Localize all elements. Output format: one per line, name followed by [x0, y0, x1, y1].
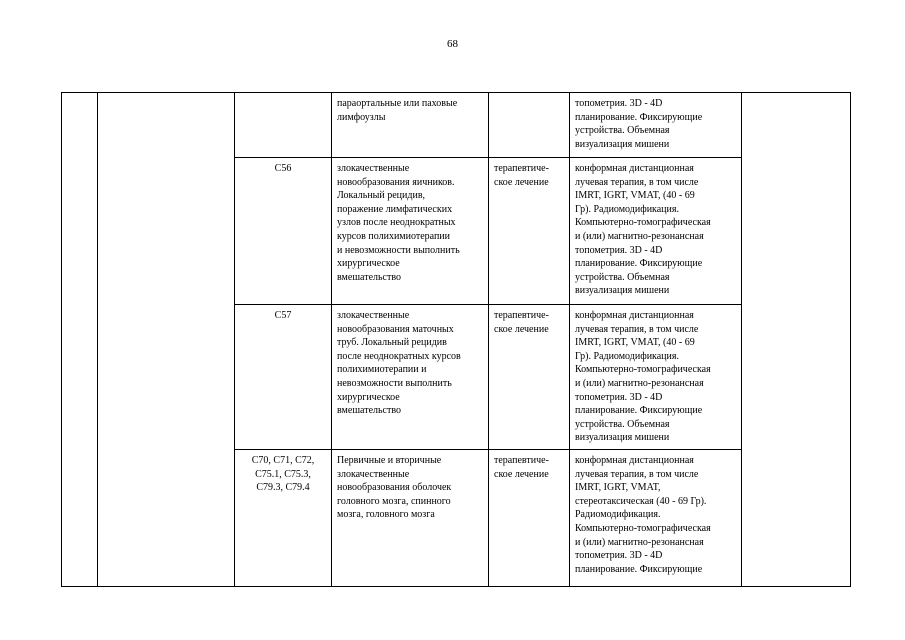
method-cell: топометрия. 3D - 4D планирование. Фиксирующие устройства. Объемная визуализация мишени [570, 93, 742, 158]
medical-care-table [61, 92, 851, 587]
icd-code-cell: C70, C71, C72, C75.1, C75.3, C79.3, C79.4 [235, 450, 332, 587]
table-row [62, 93, 851, 158]
cost-column-cell [742, 93, 851, 587]
diagnosis-cell: параортальные или паховые лимфоузлы [332, 93, 489, 158]
number-column-cell [62, 93, 98, 587]
method-cell: конформная дистанционная лучевая терапия, в том числе IMRT, IGRT, VMAT, стереотаксическая (40 - 69 Гр). Радиомодификация. Компьютерно-томографическая и (или) магнитно-резонансная топометрия. 3D - 4D планирование. Фиксирующие [570, 450, 742, 587]
treatment-type-cell: терапевтиче- ское лечение [489, 450, 570, 587]
diagnosis-cell: злокачественные новообразования яичников. Локальный рецидив, поражение лимфатических узлов после неоднократных курсов полихимиотерапии и невозможности выполнить хирургическое вмешательство [332, 158, 489, 305]
treatment-type-cell: терапевтиче- ское лечение [489, 305, 570, 450]
method-cell: конформная дистанционная лучевая терапия, в том числе IMRT, IGRT, VMAT, (40 - 69 Гр). Радиомодификация. Компьютерно-томографическая и (или) магнитно-резонансная топометрия. 3D - 4D планирование. Фиксирующие устройства. Объемная визуализация мишени [570, 158, 742, 305]
icd-code-cell: C57 [235, 305, 332, 450]
diagnosis-cell: Первичные и вторичные злокачественные новообразования оболочек головного мозга, спинного мозга, головного мозга [332, 450, 489, 587]
page-number: 68 [447, 38, 458, 50]
icd-code-cell: C56 [235, 158, 332, 305]
diagnosis-cell: злокачественные новообразования маточных труб. Локальный рецидив после неоднократных курсов полихимиотерапии и невозможности выполнить хирургическое вмешательство [332, 305, 489, 450]
method-cell: конформная дистанционная лучевая терапия, в том числе IMRT, IGRT, VMAT, (40 - 69 Гр). Радиомодификация. Компьютерно-томографическая и (или) магнитно-резонансная топометрия. 3D - 4D планирование. Фиксирующие устройства. Объемная визуализация мишени [570, 305, 742, 450]
group-column-cell [98, 93, 235, 587]
icd-code-cell [235, 93, 332, 158]
treatment-type-cell: терапевтиче- ское лечение [489, 158, 570, 305]
treatment-type-cell [489, 93, 570, 158]
